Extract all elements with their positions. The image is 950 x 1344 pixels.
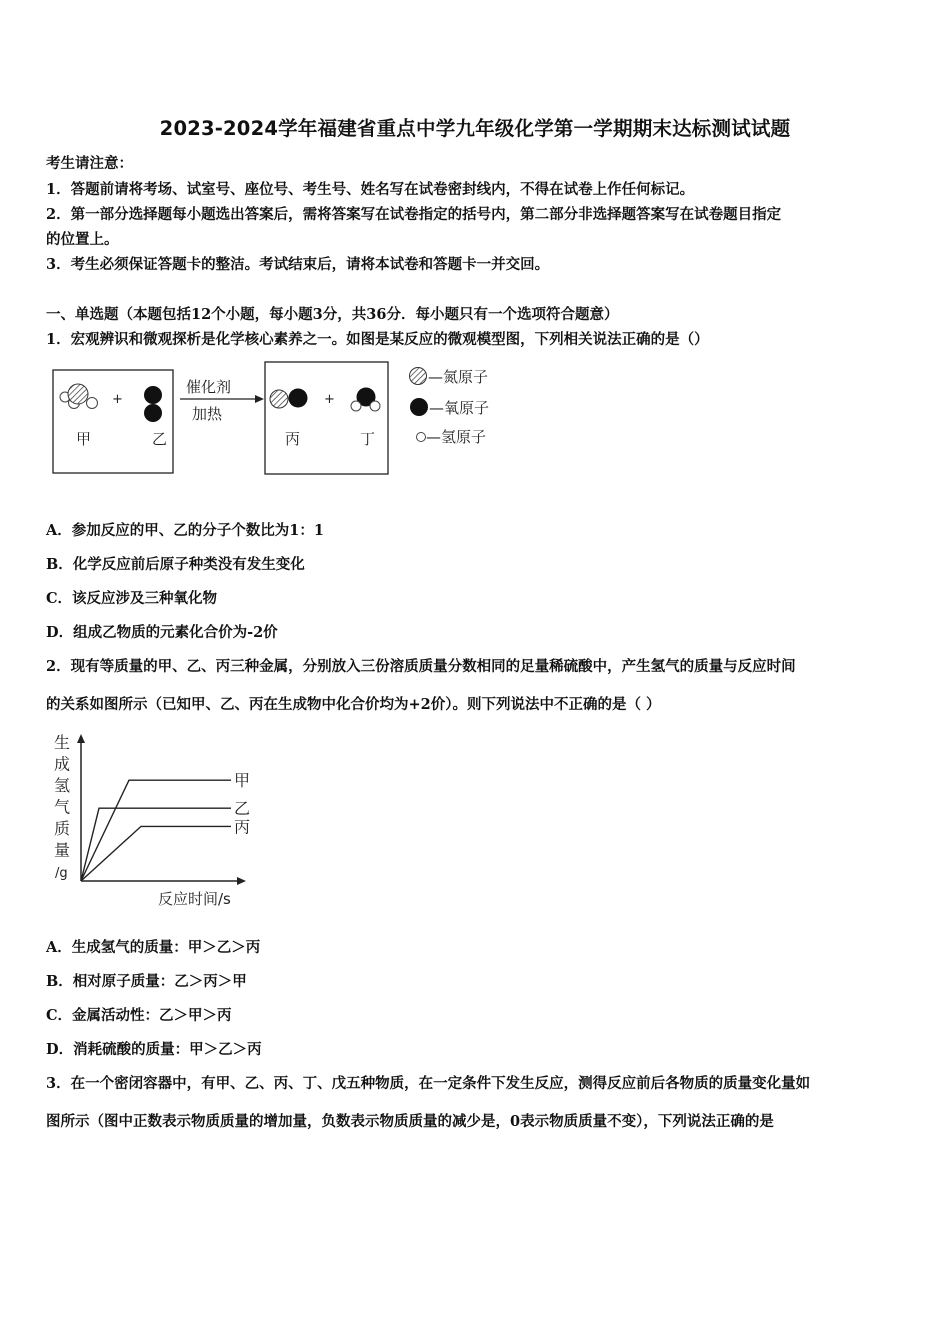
legend-nitrogen: —氮原子	[428, 368, 489, 386]
question-3-stem-line1: 3．在一个密闭容器中，有甲、乙、丙、丁、戊五种物质，在一定条件下发生反应，测得反应前后各物质的质量变化量如	[46, 1075, 811, 1092]
molecule-jia	[60, 384, 98, 409]
notice-heading: 考生请注意：	[46, 155, 133, 172]
series-line-1	[81, 780, 231, 881]
y-axis-label-char: 生	[54, 733, 71, 752]
page-title: 2023-2024学年福建省重点中学九年级化学第一学期期末达标测试试题	[159, 117, 791, 140]
series-label-2: 乙	[234, 799, 251, 819]
y-axis-arrow	[77, 734, 85, 743]
y-axis-label-char: 质	[54, 819, 71, 838]
label-jia: 甲	[76, 430, 92, 448]
q2-option-a: A．生成氢气的质量：甲＞乙＞丙	[46, 939, 261, 956]
label-yi: 乙	[152, 430, 168, 448]
series-line-2	[81, 808, 231, 881]
section-heading: 一、单选题（本题包括12个小题，每小题3分，共36分．每小题只有一个选项符合题意）	[46, 306, 619, 323]
condition-heat: 加热	[192, 405, 223, 423]
y-axis-label-char: 气	[54, 797, 71, 817]
molecule-bing	[270, 389, 308, 409]
y-axis-label-char: 氢	[54, 776, 71, 795]
q2-option-c: C．金属活动性：乙＞甲＞丙	[46, 1007, 232, 1024]
notice-item-2: 2．第一部分选择题每小题选出答案后，需将答案写在试卷指定的括号内，第二部分非选择题答案写在试卷题目指定	[46, 206, 782, 223]
molecule-yi	[144, 386, 162, 422]
plus-sign-left: +	[112, 392, 123, 407]
legend-hydrogen-atom-icon	[417, 433, 426, 442]
series-label-1: 甲	[234, 771, 251, 791]
legend-nitrogen-atom-icon	[410, 368, 427, 385]
y-axis-label-char: 成	[54, 754, 71, 774]
label-bing: 丙	[285, 430, 301, 448]
hydrogen-mass-chart	[40, 728, 280, 913]
series-label-3: 丙	[234, 817, 251, 837]
x-axis-arrow	[237, 877, 246, 885]
question-2-stem-line2: 的关系如图所示（已知甲、乙、丙在生成物中化合价均为+2价）。则下列说法中不正确的是（ ）	[46, 696, 661, 713]
plus-sign-right: +	[324, 392, 335, 407]
products-box	[265, 362, 388, 474]
reaction-diagram	[40, 356, 520, 481]
q2-option-d: D．消耗硫酸的质量：甲＞乙＞丙	[46, 1041, 262, 1058]
q1-option-d: D．组成乙物质的元素化合价为-2价	[46, 624, 278, 641]
reaction-arrow-head	[255, 395, 264, 403]
notice-item-3: 3．考生必须保证答题卡的整洁。考试结束后，请将本试卷和答题卡一并交回。	[46, 256, 550, 273]
legend-hydrogen: —氢原子	[426, 428, 487, 446]
q1-option-a: A．参加反应的甲、乙的分子个数比为1：1	[46, 522, 324, 539]
molecule-ding	[351, 388, 380, 412]
condition-catalyst: 催化剂	[186, 378, 232, 396]
label-ding: 丁	[360, 430, 376, 448]
question-2-stem-line1: 2．现有等质量的甲、乙、丙三种金属，分别放入三份溶质质量分数相同的足量稀硫酸中，产生氢气的质量与反应时间	[46, 658, 796, 675]
notice-item-2-cont: 的位置上。	[46, 231, 119, 248]
q2-option-b: B．相对原子质量：乙＞丙＞甲	[46, 973, 247, 990]
y-axis-label-char: 量	[54, 840, 71, 860]
legend-oxygen: —氧原子	[429, 399, 490, 417]
y-axis-label-char: /g	[55, 866, 68, 881]
q1-option-c: C．该反应涉及三种氧化物	[46, 590, 218, 607]
legend-oxygen-atom-icon	[410, 398, 428, 416]
q1-option-b: B．化学反应前后原子种类没有发生变化	[46, 556, 305, 573]
question-3-stem-line2: 图所示（图中正数表示物质质量的增加量，负数表示物质质量的减少是，0表示物质质量不变），下列说法正确的是	[46, 1113, 774, 1130]
question-1-stem: 1．宏观辨识和微观探析是化学核心素养之一。如图是某反应的微观模型图，下列相关说法正确的是（）	[46, 331, 709, 348]
notice-item-1: 1．答题前请将考场、试室号、座位号、考生号、姓名写在试卷密封线内，不得在试卷上作任何标记。	[46, 181, 695, 198]
x-axis-label: 反应时间/s	[158, 890, 231, 908]
